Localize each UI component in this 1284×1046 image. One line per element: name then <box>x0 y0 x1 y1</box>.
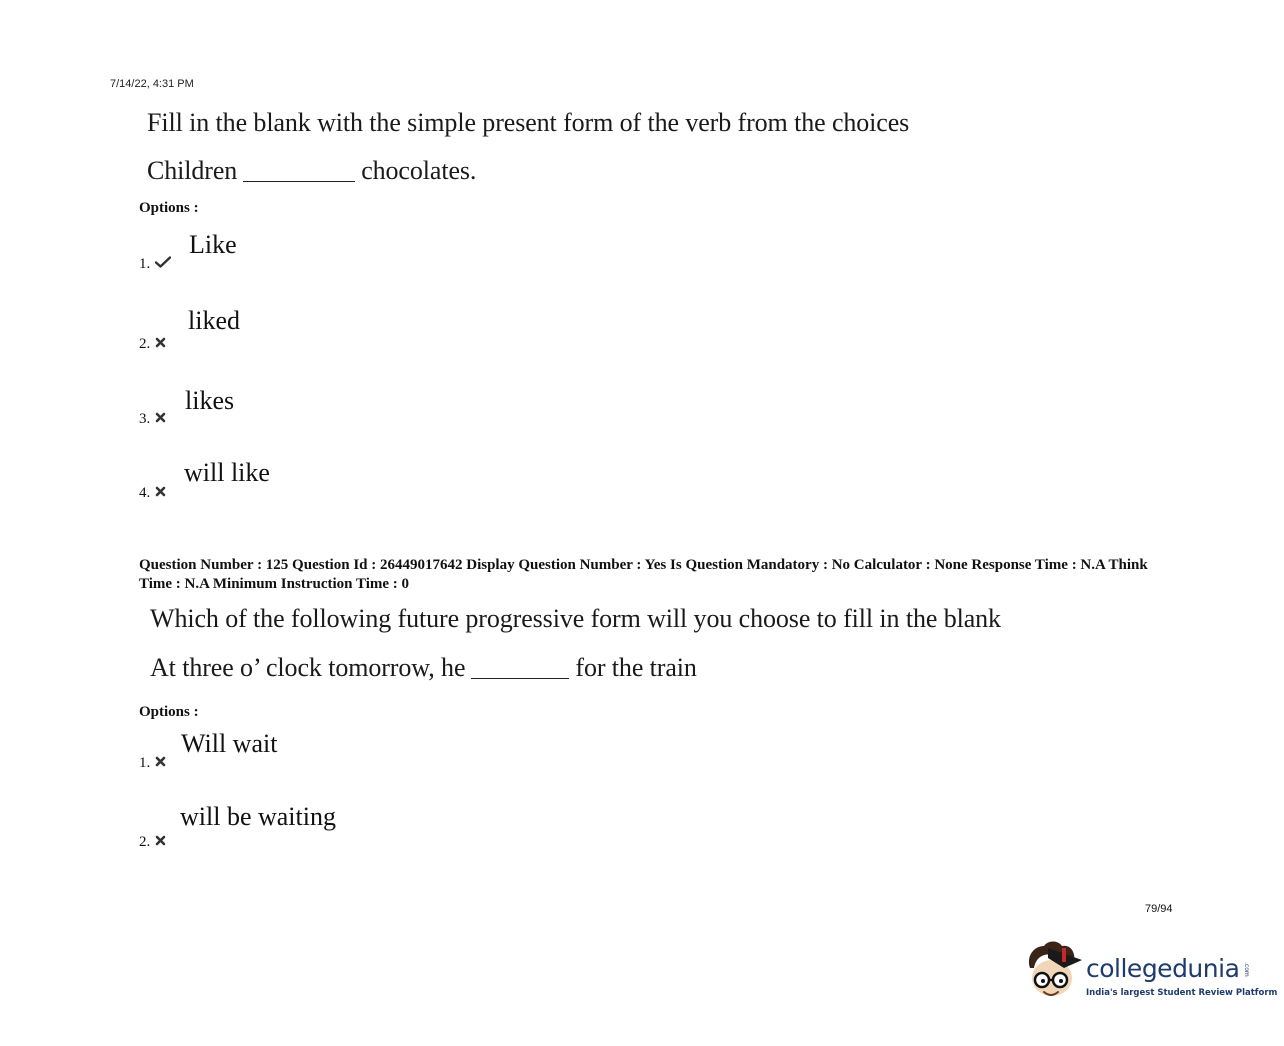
sentence-before: At three o’ clock tomorrow, he <box>150 653 466 682</box>
options-label: Options : <box>139 704 199 720</box>
question-125-prompt: Which of the following future progressive form will you choose to fill in the blank <box>150 604 1001 633</box>
option-4-text: will like <box>184 458 270 487</box>
logo-suffix: .com <box>1243 962 1250 977</box>
cross-icon <box>155 834 166 850</box>
cross-icon <box>155 485 166 501</box>
question-124-sentence <box>147 156 476 186</box>
option-number: 1. <box>139 256 151 272</box>
logo-tagline: India's largest Student Review Platform <box>1086 988 1278 998</box>
option-2-text: liked <box>188 306 240 335</box>
options-label: Options : <box>139 200 199 216</box>
collegedunia-logo <box>1024 938 1278 1010</box>
cross-icon <box>155 755 166 771</box>
option-4 <box>139 485 166 502</box>
option-2 <box>139 336 166 353</box>
fill-blank <box>471 656 569 679</box>
question-124-prompt: Fill in the blank with the simple present form of the verb from the choices <box>147 108 910 137</box>
cross-icon <box>155 411 166 427</box>
option-1 <box>139 755 166 772</box>
sentence-after: chocolates. <box>361 156 477 185</box>
option-number: 4. <box>139 485 151 501</box>
option-2-text: will be waiting <box>180 802 336 831</box>
option-number: 3. <box>139 411 151 427</box>
cross-icon <box>155 336 166 352</box>
option-number: 1. <box>139 755 151 771</box>
option-number: 2. <box>139 834 151 850</box>
page-number: 79/94 <box>1145 903 1173 915</box>
option-number: 2. <box>139 336 151 352</box>
print-timestamp: 7/14/22, 4:31 PM <box>110 78 194 90</box>
option-3 <box>139 411 166 428</box>
sentence-before: Children <box>147 156 238 185</box>
question-125-meta: Question Number : 125 Question Id : 26449017642 Display Question Number : Yes Is Question Mandatory : No Calculator : None Response Time : N.A Think Time : N.A Minimum Instruction Time : 0 <box>139 557 1148 592</box>
mascot-icon <box>1024 938 1086 1008</box>
option-1 <box>139 256 171 273</box>
fill-blank <box>243 159 355 182</box>
question-125-sentence <box>150 653 697 683</box>
option-1-text: Will wait <box>181 729 278 758</box>
check-icon <box>155 256 171 272</box>
sentence-after: for the train <box>575 653 697 682</box>
logo-wordmark: collegedunia <box>1086 954 1240 983</box>
option-2 <box>139 834 166 851</box>
option-3-text: likes <box>185 386 235 415</box>
option-1-text: Like <box>189 230 237 259</box>
